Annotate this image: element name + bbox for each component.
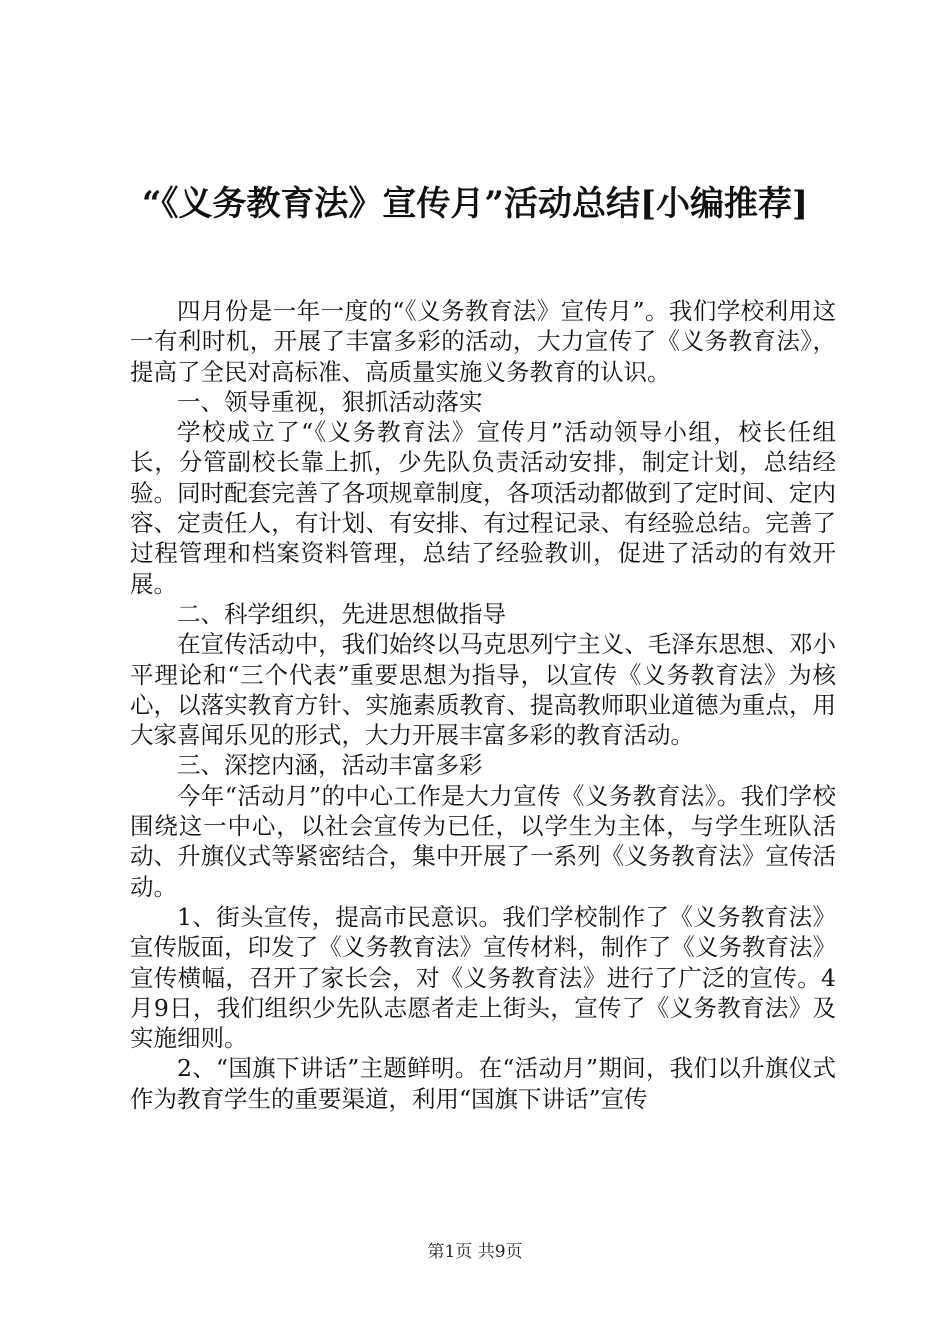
section-heading-2: 二、科学组织，先进思想做指导 <box>177 599 506 628</box>
paragraph-item-2: 2、“国旗下讲话”主题鲜明。在“活动月”期间，我们以升旗仪式作为教育学生的重要渠道，利用“国旗下讲话”宣传 <box>130 1054 836 1113</box>
document-body <box>130 296 836 1114</box>
paragraph-section-3: 今年“活动月”的中心工作是大力宣传《义务教育法》。我们学校围绕这一中心，以社会宣传为已任，以学生为主体，与学生班队活动、升旗仪式等紧密结合，集中开展了一系列《义务教育法》宣传活动。 <box>130 781 836 901</box>
page-number-footer: 第1页 共9页 <box>427 1242 523 1262</box>
paragraph-intro: 四月份是一年一度的“《义务教育法》宣传月”。我们学校利用这一有利时机，开展了丰富多彩的活动，大力宣传了《义务教育法》，提高了全民对高标准、高质量实施义务教育的认识。 <box>130 297 836 386</box>
section-heading-1: 一、领导重视，狠抓活动落实 <box>177 387 483 416</box>
paragraph-section-1: 学校成立了“《义务教育法》宣传月”活动领导小组，校长任组长，分管副校长靠上抓，少先队负责活动安排，制定计划，总结经验。同时配套完善了各项规章制度，各项活动都做到了定时间、定内容、定责任人，有计划、有安排、有过程记录、有经验总结。完善了过程管理和档案资料管理，总结了经验教训，促进了活动的有效开展。 <box>130 418 836 598</box>
document-title: “《义务教育法》宣传月”活动总结[小编推荐] <box>141 184 809 224</box>
section-heading-3: 三、深挖内涵，活动丰富多彩 <box>177 751 483 780</box>
paragraph-item-1: 1、街头宣传，提高市民意识。我们学校制作了《义务教育法》宣传版面，印发了《义务教育法》宣传材料，制作了《义务教育法》宣传横幅，召开了家长会，对《义务教育法》进行了广泛的宣传。4月9日，我们组织少先队志愿者走上街头，宣传了《义务教育法》及实施细则。 <box>130 902 836 1053</box>
paragraph-section-2: 在宣传活动中，我们始终以马克思列宁主义、毛泽东思想、邓小平理论和“三个代表”重要思想为指导，以宣传《义务教育法》为核心，以落实教育方针、实施素质教育、提高教师职业道德为重点，用大家喜闻乐见的形式，大力开展丰富多彩的教育活动。 <box>130 630 836 750</box>
